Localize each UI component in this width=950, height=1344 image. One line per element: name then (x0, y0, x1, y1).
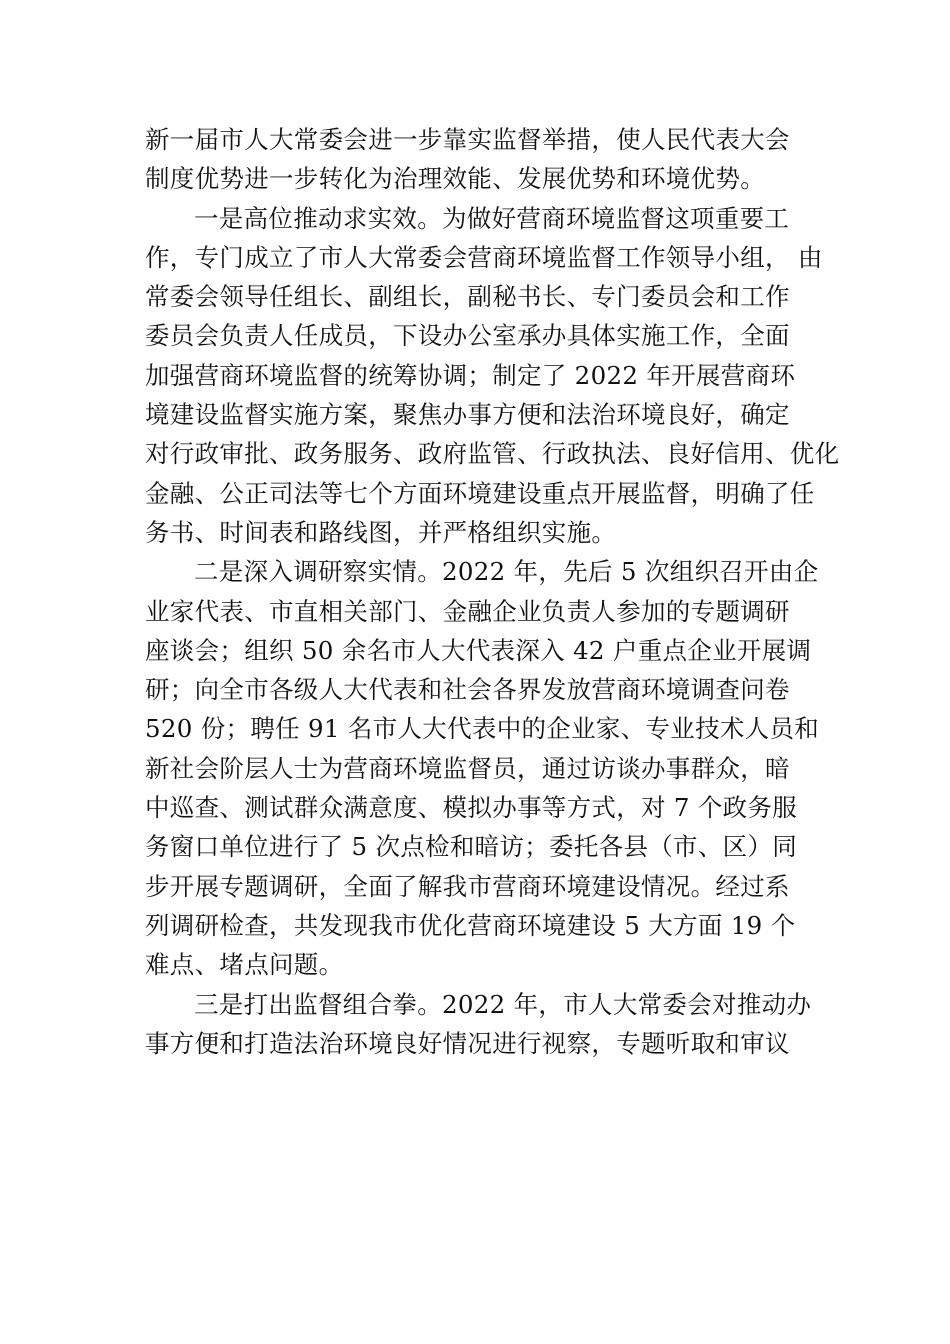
text-line-1: 新一届市人大常委会进一步靠实监督举措，使人民代表大会 (145, 125, 790, 154)
text-line-21: 列调研检查，共发现我市优化营商环境建设 5 大方面 19 个 (145, 910, 796, 940)
text-line-6: 委员会负责人任成员，下设办公室承办具体实施工作，全面 (145, 321, 790, 351)
text-line-19: 务窗口单位进行了 5 次点检和暗访；委托各县（市、区）同 (145, 832, 798, 862)
text-line-9: 对行政审批、政务服务、政府监管、行政执法、良好信用、优化 (145, 439, 840, 469)
text-line-10: 金融、公正司法等七个方面环境建设重点开展监督，明确了任 (145, 478, 815, 508)
text-line-16: 520 份；聘任 91 名市人大代表中的企业家、专业技术人员和 (145, 714, 820, 744)
body-text (145, 120, 840, 1063)
text-line-8: 境建设监督实施方案，聚焦办事方便和法治环境良好，确定 (145, 400, 790, 430)
text-line-11: 务书、时间表和路线图，并严格组织实施。 (145, 517, 617, 547)
paragraph-2-start: 二是深入调研察实情。2022 年，先后 5 次组织召开由企 (194, 557, 819, 587)
text-line-5: 常委会领导任组长、副组长，副秘书长、专门委员会和工作 (145, 282, 790, 312)
text-line-15: 研；向全市各级人大代表和社会各界发放营商环境调查问卷 (145, 675, 790, 705)
text-line-13: 业家代表、市直相关部门、金融企业负责人参加的专题调研 (145, 596, 790, 626)
text-line-2: 制度优势进一步转化为治理效能、发展优势和环境优势。 (145, 164, 765, 194)
text-line-4: 作，专门成立了市人大常委会营商环境监督工作领导小组， 由 (145, 242, 823, 272)
paragraph-1-start: 一是高位推动求实效。为做好营商环境监督这项重要工 (194, 203, 790, 233)
paragraph-3-start: 三是打出监督组合拳。2022 年，市人大常委会对推动办 (194, 989, 812, 1019)
text-line-20: 步开展专题调研，全面了解我市营商环境建设情况。经过系 (145, 871, 790, 901)
text-line-17: 新社会阶层人士为营商环境监督员，通过访谈办事群众，暗 (145, 753, 790, 783)
text-line-24: 事方便和打造法治环境良好情况进行视察，专题听取和审议 (145, 1028, 790, 1058)
text-line-22: 难点、堵点问题。 (145, 950, 344, 980)
text-line-18: 中巡查、测试群众满意度、模拟办事等方式，对 7 个政务服 (145, 793, 798, 823)
text-line-14: 座谈会；组织 50 余名市人大代表深入 42 户重点企业开展调 (145, 635, 812, 665)
text-line-7: 加强营商环境监督的统筹协调；制定了 2022 年开展营商环 (145, 360, 796, 390)
